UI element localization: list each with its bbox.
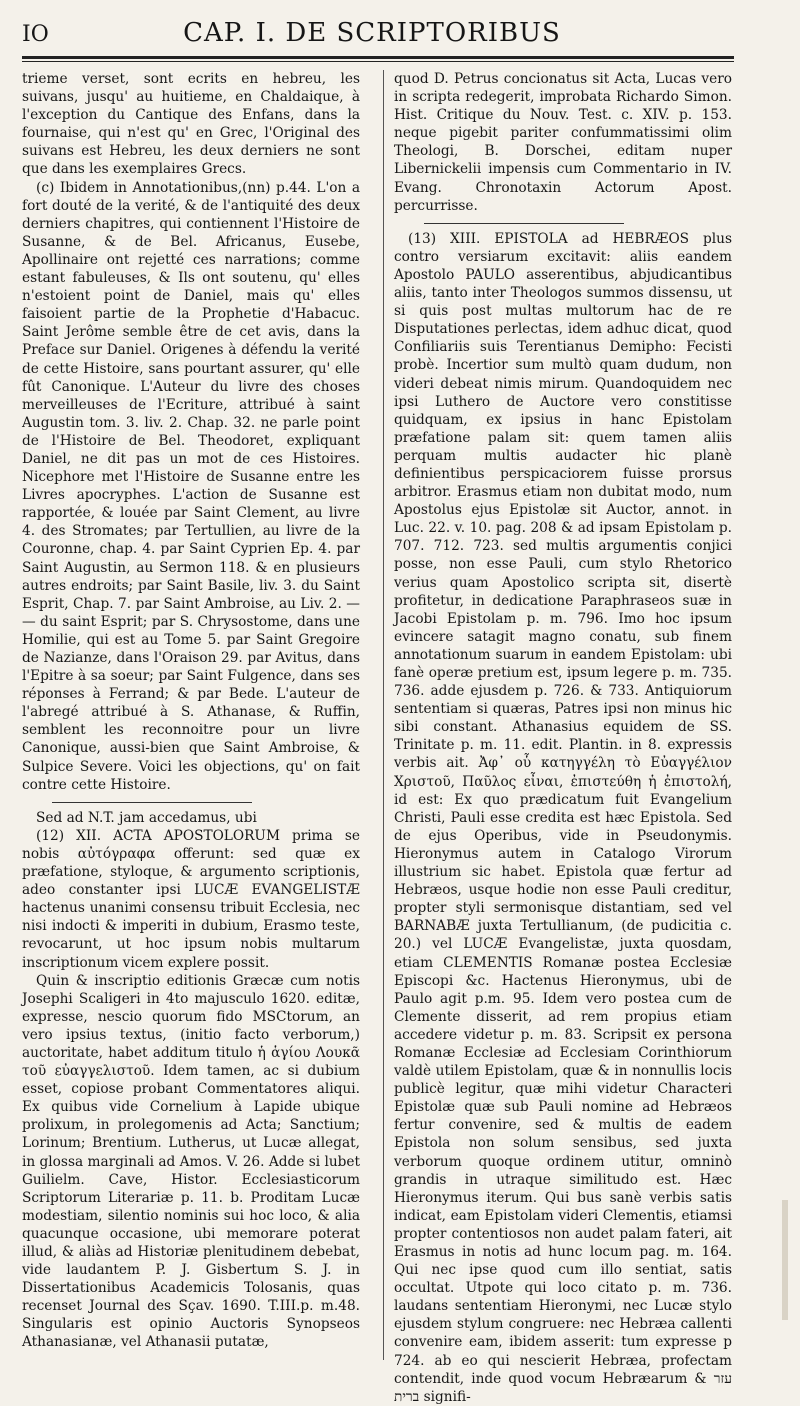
running-head: CAP. I. DE SCRIPTORIBUS [183,18,561,48]
header-rule-thin [22,61,734,62]
right-column [394,70,732,1406]
header-rule [22,56,734,59]
right-paragraph-1: quod D. Petrus concionatus sit Acta, Lucas vero in scripta redegerit, improbata Richardo Simon. Hist. Critique du Nouv. Test. c. XIV. p. 153. neque pigebit pariter confummatissimi olim Theologi, B. Dorschei, editam nuper Libernickelii impensis cum Commentario in IV. Evang. Chronotaxin Actorum Apost. percurrisse. [394,71,732,214]
section-separator [52,802,252,803]
left-footnote-c: (c) Ibidem in Annotationibus,(nn) p.44. L'on a fort douté de la verité, & de l'antiquité des deux derniers chapitres, qui contiennent l'Histoire de Susanne, & de Bel. Africanus, Eusebe, Apollinaire ont rejetté ces narrations; comme estant fabuleuses, & Ils ont soutenu, qu' elles n'estoient point de Daniel, mais qu' elles faisoient partie de la Prophetie d'Habacuc. Saint Jerôme semble être de cet avis, dans la Preface sur Daniel. Origenes à défendu la verité de cette Histoire, sans pourtant assurer, qu' elle fût Canonique. L'Auteur du livre des choses merveilleuses de l'Ecriture, attribué à saint Augustin tom. 3. liv. 2. Chap. 32. ne parle point de l'Histoire de Bel. Theodoret, expliquant Daniel, ne dit pas un mot de ces Histoires. Nicephore met l'Histoire de Susanne entre les Livres apocryphes. L'action de Susanne est rapportée, & louée par Saint Clement, au livre 4. des Stromates; par Tertullien, au livre de la Couronne, chap. 4. par Saint Cyprien Ep. 4. par Saint Augustin, au Sermon 118. & en plusieurs autres endroits; par Saint Basile, liv. 3. du Saint Esprit, Chap. 7. par Saint Ambroise, au Liv. 2. — — du saint Esprit; par S. Chrysostome, dans une Homilie, qui est au Tome 5. par Saint Gregoire de Nazianze, dans l'Oraison 29. par Avitus, dans l'Epitre à sa soeur; par Saint Fulgence, dans ses réponses à Ferrand; & par Bede. L'auteur de l'abregé attribué à S. Athanase, & Ruffin, semblent les reconnoitre pour un livre Canonique, aussi-bien que Saint Ambroise, & Sulpice Severe. Voici les objections, qu' on fait contre cette Histoire. [22,179,360,793]
epistola-hebraeos-section: (13) XIII. EPISTOLA ad HEBRÆOS plus contro versiarum excitavit: aliis eandem Apostolo PAULO asserentibus, abjudicantibus aliis, tanto inter Theologos summos dissensu, ut si quis post multas multorum hac de re Disputationes perlectas, idem adhuc dicat, quod Confiliariis suis Terentianus Demipho: Fecisti probè. Incertior sum multò quam dudum, non videri debeat nimis mirum. Quandoquidem nec ipsi Luthero de Auctore vero constitisse quidquam, ex ipsius in hanc Epistolam præfatione palam sit: quem tamen aliis perquam multis audacter hic planè definientibus perspicaciorem fuisse prorsus arbitror. Erasmus etiam non dubitat modo, num Apostolus ejus Epistolæ sit Auctor, annot. in Luc. 22. v. 10. pag. 208 & ad ipsam Epistolam p. 707. 712. 723. sed multis argumentis conjici posse, non esse Pauli, cum stylo Rhetorico verius quam Apostolico scripta sit, disertè profitetur, in dedicatione Paraphraseos suæ in Jacobi Epistolam p. m. 796. Imo hoc ipsum evincere satagit magno conatu, sub finem annotationum suarum in eandem Epistolam: ubi fanè operæ pretium est, ipsum legere p. m. 735. 736. adde ejusdem p. 726. & 733. Antiquiorum sententiam si quæras, Patres ipsi non minus hic sibi constant. Athanasius equidem de SS. Trinitate p. m. 11. edit. Plantin. in 8. expressis verbis ait. Ἀφ᾽ οὗ κατηγγέλη τὸ Εὐαγγέλιον Χριστοῦ, Παῦλος εἶναι, ἐπιστεύθη ἡ ἐπιστολή, id est: Ex quo prædicatum fuit Evangelium Christi, Pauli esse credita est hæc Epistola. Sed de ejus Operibus, vide in Pseudonymis. Hieronymus autem in Catalogo Virorum illustrium sic habet. Epistola quæ fertur ad Hebræos, usque hodie non esse Pauli creditur, propter styli sermonisque distantiam, sed vel BARNABÆ juxta Tertullianum, (de pudicitia c. 20.) vel LUCÆ Evangelistæ, juxta quosdam, etiam CLEMENTIS Romanæ postea Ecclesiæ Episcopi &c. Hactenus Hieronymus, ubi de Paulo agit p.m. 95. Idem vero postea cum de Clemente disserit, ad rem propius etiam accedere videtur p. m. 83. Scripsit ex persona Romanæ Ecclesiæ ad Ecclesiam Corinthiorum valdè utilem Epistolam, quæ & in nonnullis locis publicè legitur, quæ mihi videtur Characteri Epistolæ quæ sub Pauli nomine ad Hebræos fertur convenire, sed & multis de eadem Epistola non solum sensibus, sed juxta verborum quoque ordinem utitur, omninò grandis in utraque similitudo est. Hæc Hieronymus iterum. Qui bus sanè verbis satis indicat, eam Epistolam videri Clementis, etiamsi propter contentiosos non audet palam fateri, ait Erasmus in notis ad hunc locum pag. m. 164. Qui nec ipse quod cum illo sentiat, satis occultat. Utpote qui loco citato p. m. 736. laudans sententiam Hieronymi, nec Lucæ stylo ejusdem stylum congruere: nec Hebræa callenti convenire eam, ibidem asserit: tum expresse p 724. ab eo qui nescierit Hebræa, profectam contendit, inde quod vocum Hebræarum עזר & ברית signifi- [394,230,732,1405]
page-header [22,8,722,48]
page-edge-mark [782,1200,788,1320]
section-separator-right [424,223,624,224]
left-transition: Sed ad N.T. jam accedamus, ubi [36,809,257,826]
page-number: IO [22,22,49,47]
acta-apostolorum-section: (12) XII. ACTA APOSTOLORUM prima se nobis αὐτόγραφα offerunt: sed quæ ex præfatione, styloque, & argumento scriptionis, adeo constanter ipsi LUCÆ EVANGELISTÆ hactenus unanimi consensu tribuit Ecclesia, nec nisi indocti & imperiti in dubium, Erasmo teste, revocarunt, ut hoc ipsum nobis multarum inscriptionum vicem explere possit. [22,827,360,971]
left-paragraph-1: trieme verset, sont ecrits en hebreu, les suivans, jusqu' au huitieme, en Chaldaique, à l'exception du Cantique des Enfans, dans la fournaise, qui n'est qu' en Grec, l'Original des suivans est Hebreu, les deux derniers ne sont que dans les exemplaires Grecs. [22,71,360,178]
left-column [22,70,360,1352]
column-divider [383,70,384,1360]
left-paragraph-scaliger: Quin & inscriptio editionis Græcæ cum notis Josephi Scaligeri in 4to majusculo 1620. editæ, expresse, nescio quorum fido MSCtorum, an vero ipsius textus, (initio facto verborum,) auctoritate, habet additum titulo ἡ ἁγίου Λουκᾶ τοῦ εὐαγγελιστοῦ. Idem tamen, ac si dubium esset, copiose probant Commentatores aliqui. Ex quibus vide Cornelium à Lapide ubique prolixum, in prolegomenis ad Acta; Sanctium; Lorinum; Brentium. Lutherus, ut Lucæ allegat, in glossa marginali ad Amos. V. 26. Adde si lubet Guilielm. Cave, Histor. Ecclesiasticorum Scriptorum Literariæ p. 11. b. Proditam Lucæ modestiam, silentio nominis sui hoc loco, & alia quacunque occasione, ubi memorare poterat illud, & aliàs ad Historiæ plenitudinem debebat, vide laudantem P. J. Gisbertum S. J. in Dissertationibus Academicis Tolosanis, quas recenset Journal des Sçav. 1690. T.III.p. m.48. Singularis est opinio Auctoris Synopseos Athanasianæ, vel Athanasii putatæ, [22,972,360,1351]
